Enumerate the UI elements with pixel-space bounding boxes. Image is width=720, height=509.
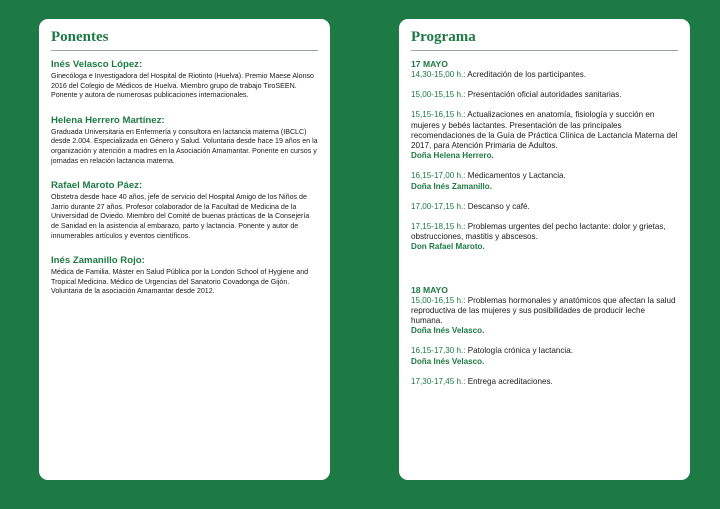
item-speaker: Doña Inés Zamanillo. <box>411 181 492 191</box>
schedule-item <box>411 171 678 191</box>
speaker-entry <box>51 59 318 101</box>
item-time: 15,15-16,15 h.: <box>411 110 466 120</box>
item-description: Actualizaciones en anatomía, fisiología y succión en mujeres y bebés lactantes. Presentación de las principales recomendaciones de la Guía de Práctica Clínica de Lactancia Materna del 2017, para Atención Primaria de Adultos. <box>411 110 678 151</box>
item-description: Problemas urgentes del pecho lactante: dolor y grietas, obstrucciones, mastitis y abscesos. <box>411 222 666 242</box>
item-speaker: Doña Inés Velasco. <box>411 326 485 336</box>
speaker-name: Inés Velasco López: <box>51 59 143 70</box>
speaker-name: Rafael Maroto Páez: <box>51 180 143 192</box>
schedule-item <box>411 110 678 161</box>
speaker-entry <box>51 115 318 166</box>
schedule-item <box>411 222 678 253</box>
item-speaker: Don Rafael Maroto. <box>411 242 485 252</box>
schedule-item <box>411 90 678 100</box>
day-heading: 17 MAYO <box>411 59 448 69</box>
item-speaker: Doña Inés Velasco. <box>411 356 485 366</box>
speaker-bio: Médica de Familia. Máster en Salud Pública por la London School of Hygiene and Tropical Medicina. Médico de Urgencias del Sanatorio Covadonga de Gijón. Voluntaria de la asociación Amamantar desde 2012. <box>51 268 309 296</box>
item-speaker: Doña Helena Herrero. <box>411 151 494 161</box>
schedule-item <box>411 377 678 387</box>
speaker-entry <box>51 180 318 241</box>
speaker-entry <box>51 255 318 297</box>
item-time: 17,30-17,45 h.: <box>411 376 466 386</box>
speaker-bio: Graduada Universitaria en Enfermería y consultora en lactancia materna (IBCLC) desde 2.004. Especializada en Género y Salud. Voluntaria desde hace 19 años en la organización y atención a madres en la Asociación Amamantar. Ponente en cursos y jornadas en relación lactancia materna. <box>51 127 318 165</box>
item-time: 16,15-17,30 h.: <box>411 346 466 356</box>
speaker-bio: Ginecóloga e Investigadora del Hospital de Riotinto (Huelva). Premio Maese Alonso 2016 del Colegio de Médicos de Huelva. Miembro grupo de trabajo TiroSEEN. Ponente y autora de numerosas publicaciones internacionales. <box>51 72 315 100</box>
item-time: 17,15-18,15 h.: <box>411 222 466 232</box>
speaker-name: Inés Zamanillo Rojo: <box>51 255 145 267</box>
item-description: Acreditación de los participantes. <box>465 70 587 79</box>
item-time: 15,00-16,15 h.: <box>411 295 466 305</box>
programa-panel <box>399 19 690 480</box>
item-description: Patología crónica y lactancia. <box>465 346 573 356</box>
item-description: Presentación oficial autoridades sanitarias. <box>465 90 622 100</box>
ponentes-divider <box>51 50 318 51</box>
schedule-item <box>411 70 678 80</box>
speaker-bio: Obstetra desde hace 40 años, jefe de servicio del Hospital Amigo de los Niños de Jarrio durante 27 años. Profesor colaborador de la Facultad de Medicina de la Universidad de Oviedo. Miembro del Comité de buenas prácticas de la Consejería de Sanidad en la asistencia al embarazo, parto y lactancia. Ponente y autor de innumerables artículos y eventos científicos. <box>51 193 310 240</box>
item-time: 14,30-15,00 h.: <box>411 70 466 79</box>
ponentes-panel <box>39 19 330 480</box>
item-description: Problemas hormonales y anatómicos que afectan la salud reproductiva de las mujeres y sus posibilidades de producir leche humana. <box>411 295 676 326</box>
schedule-item <box>411 202 678 212</box>
item-description: Entrega acreditaciones. <box>465 376 553 386</box>
item-description: Descanso y café. <box>465 201 530 211</box>
ponentes-title: Ponentes <box>51 29 109 45</box>
item-time: 17,00-17,15 h.: <box>411 201 466 211</box>
item-time: 16,15-17,00 h.: <box>411 171 466 181</box>
programa-divider <box>411 50 678 51</box>
day-spacer <box>411 263 678 285</box>
item-description: Medicamentos y Lactancia. <box>465 171 566 181</box>
schedule-item <box>411 296 678 337</box>
programa-title: Programa <box>411 29 476 45</box>
item-time: 15,00-15,15 h.: <box>411 90 466 100</box>
speaker-name: Helena Herrero Martínez: <box>51 114 165 126</box>
schedule-item <box>411 346 678 366</box>
day-heading: 18 MAYO <box>411 284 448 295</box>
